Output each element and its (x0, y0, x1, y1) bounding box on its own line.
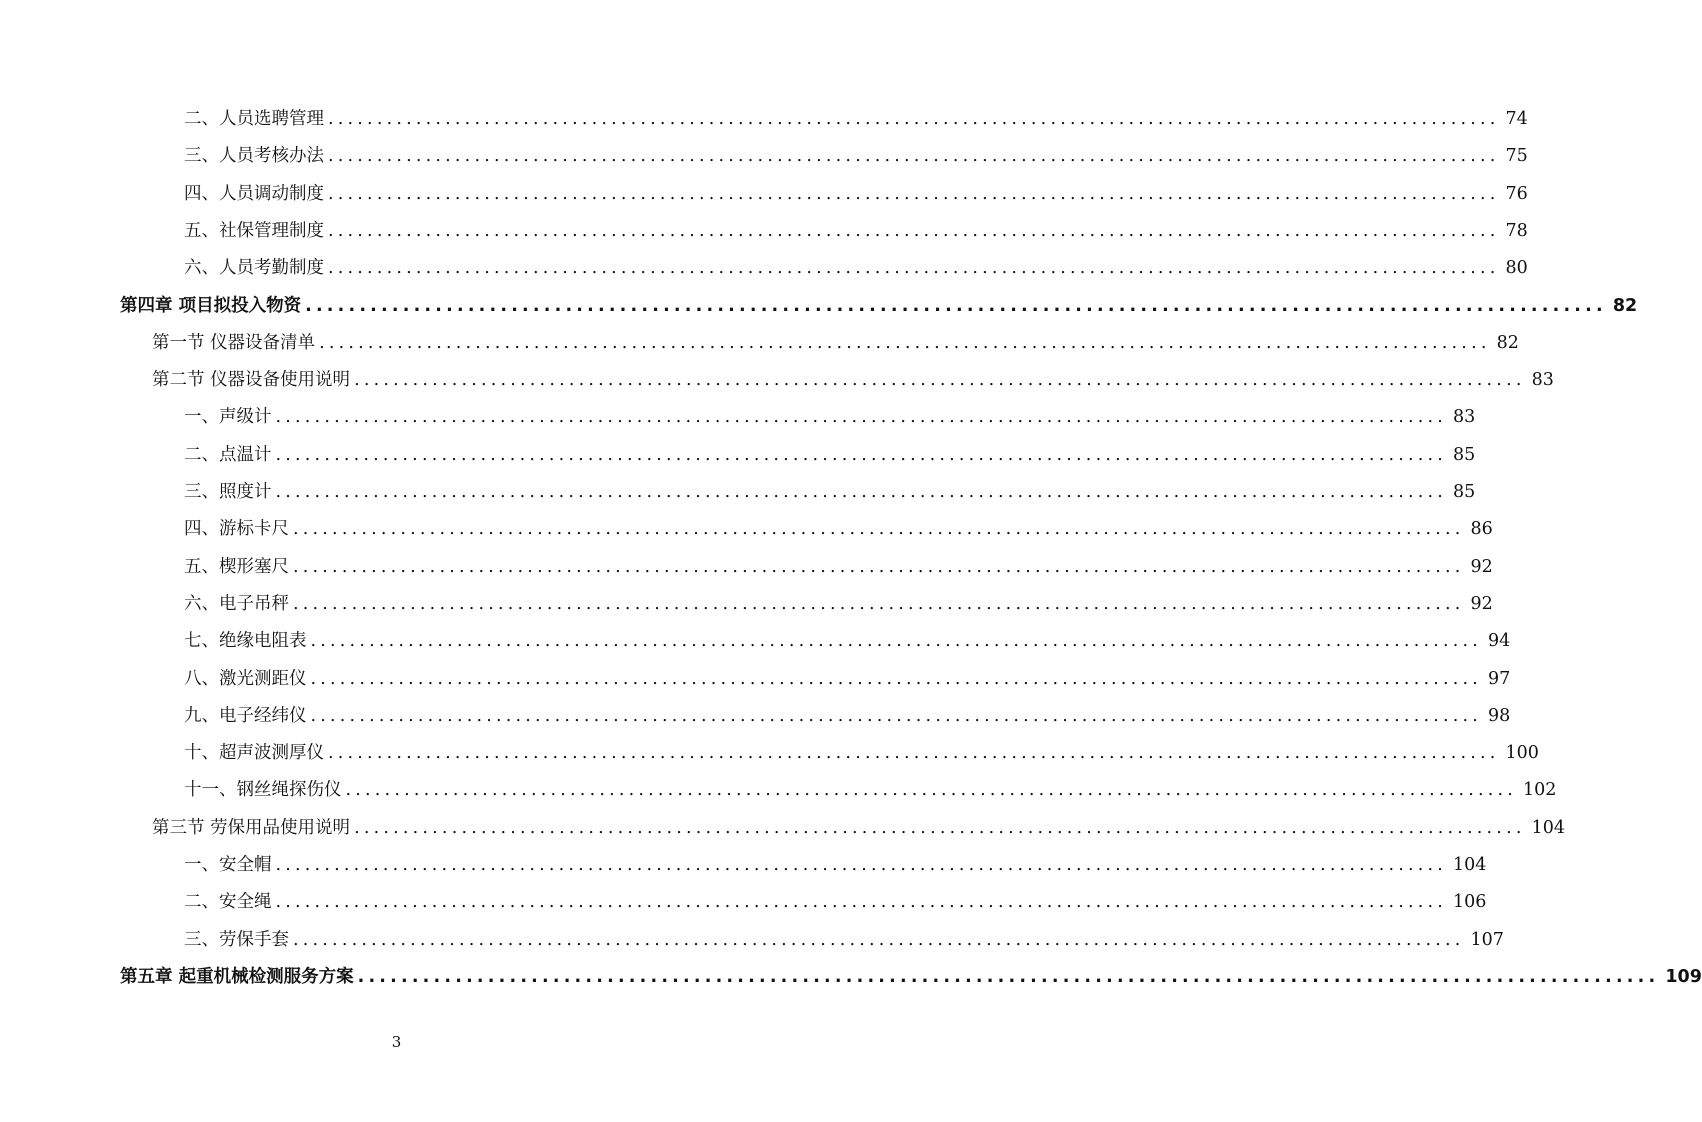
toc-entry-page: 102 (1523, 780, 1557, 801)
toc-dot-leader: ........................................................................................................................ (319, 332, 1491, 353)
toc-entry-title: 五、社保管理制度 (184, 220, 324, 241)
toc-dot-leader: ........................................................................................................................ (354, 817, 1526, 838)
toc-entry[interactable] (120, 963, 1702, 991)
toc-entry[interactable] (152, 814, 1565, 842)
toc-entry[interactable] (184, 851, 1487, 879)
toc-entry[interactable] (184, 515, 1493, 543)
toc-dot-leader: ........................................................................................................................ (354, 370, 1526, 391)
toc-entry[interactable] (184, 739, 1539, 767)
toc-entry-title: 二、人员选聘管理 (184, 109, 324, 129)
toc-entry-title: 七、绝缘电阻表 (184, 631, 307, 652)
toc-entry-page: 83 (1531, 370, 1554, 391)
toc-entry[interactable] (152, 366, 1554, 394)
toc-dot-leader: ........................................................................................................................ (328, 183, 1500, 204)
toc-entry-page: 85 (1453, 482, 1476, 502)
toc-entry-page: 78 (1505, 220, 1528, 241)
toc-dot-leader: ........................................................................................................................ (293, 556, 1465, 577)
toc-entry-page: 104 (1453, 855, 1487, 875)
toc-entry-title: 三、劳保手套 (184, 929, 289, 950)
toc-entry[interactable] (184, 441, 1476, 469)
toc-entry-page: 106 (1453, 892, 1487, 913)
toc-entry-page: 104 (1531, 817, 1565, 838)
toc-dot-leader: ........................................................................................................................ (275, 855, 1448, 875)
toc-entry-page: 76 (1505, 183, 1528, 204)
toc-entry-page: 86 (1470, 519, 1493, 540)
toc-entry-title: 六、人员考勤制度 (184, 258, 324, 279)
toc-entry[interactable] (184, 553, 1493, 581)
toc-entry-page: 97 (1488, 668, 1511, 689)
toc-entry-title: 十一、钢丝绳探伤仪 (184, 780, 342, 801)
toc-dot-leader: ........................................................................................................................ (310, 631, 1483, 652)
toc-entry-page: 94 (1488, 631, 1511, 652)
toc-entry[interactable] (184, 254, 1528, 282)
toc-dot-leader: ........................................................................................................................ (275, 444, 1448, 465)
toc-entry[interactable] (184, 478, 1476, 506)
toc-entry[interactable] (120, 292, 1638, 320)
toc-entry[interactable] (184, 926, 1504, 954)
toc-entry[interactable] (184, 590, 1493, 618)
toc-dot-leader: ........................................................................................................................ (328, 146, 1500, 167)
toc-entry[interactable] (184, 776, 1557, 804)
toc-entry-page: 92 (1470, 556, 1493, 577)
toc-entry-title: 第三节 劳保用品使用说明 (152, 817, 351, 838)
toc-entry-title: 一、声级计 (184, 407, 272, 428)
toc-entry-page: 75 (1505, 146, 1528, 167)
toc-entry[interactable] (184, 665, 1511, 693)
toc-entry-page: 109 (1665, 966, 1702, 987)
toc-entry[interactable] (184, 142, 1528, 170)
toc-entry-page: 107 (1470, 929, 1504, 950)
toc-entry-title: 一、安全帽 (184, 855, 272, 875)
toc-dot-leader: ........................................................................................................................ (328, 258, 1500, 279)
toc-dot-leader: ........................................................................................................................ (293, 593, 1465, 614)
toc-entry-title: 四、人员调动制度 (184, 183, 324, 204)
toc-entry-page: 82 (1612, 295, 1638, 316)
toc-entry-title: 六、电子吊秤 (184, 593, 289, 614)
toc-entry[interactable] (152, 329, 1519, 357)
toc-entry[interactable] (184, 403, 1476, 431)
toc-entry-title: 四、游标卡尺 (184, 519, 289, 540)
toc-entry-page: 74 (1505, 109, 1528, 129)
toc-dot-leader: ........................................................................................................................ (310, 705, 1483, 726)
toc-entry-title: 三、人员考核办法 (184, 146, 324, 167)
toc-dot-leader: ........................................................................................................................ (305, 295, 1607, 316)
toc-entry-title: 十、超声波测厚仪 (184, 743, 324, 764)
toc-entry[interactable] (184, 702, 1511, 730)
toc-entry[interactable] (184, 105, 1528, 133)
toc-entry[interactable] (184, 888, 1487, 916)
toc-entry-title: 二、安全绳 (184, 892, 272, 913)
toc-entry-title: 五、楔形塞尺 (184, 556, 289, 577)
toc-dot-leader: ........................................................................................................................ (328, 109, 1500, 129)
toc-entry[interactable] (184, 180, 1528, 208)
toc-dot-leader: ........................................................................................................................ (310, 668, 1483, 689)
toc-entry-title: 三、照度计 (184, 482, 272, 502)
toc-entry-title: 第四章 项目拟投入物资 (120, 295, 302, 316)
toc-dot-leader: ........................................................................................................................ (357, 966, 1660, 987)
toc-entry-page: 92 (1470, 593, 1493, 614)
toc-dot-leader: ........................................................................................................................ (275, 407, 1448, 428)
toc-dot-leader: ........................................................................................................................ (293, 929, 1465, 950)
toc-entry-page: 100 (1505, 743, 1539, 764)
toc-entry-page: 98 (1488, 705, 1511, 726)
toc-dot-leader: ........................................................................................................................ (275, 482, 1448, 502)
toc-entry[interactable] (184, 627, 1511, 655)
toc-entry-page: 80 (1505, 258, 1528, 279)
toc-entry-page: 83 (1453, 407, 1476, 428)
toc-entry-title: 第二节 仪器设备使用说明 (152, 370, 351, 391)
toc-entry-title: 八、激光测距仪 (184, 668, 307, 689)
toc-entry-title: 第一节 仪器设备清单 (152, 332, 316, 353)
toc-entry-title: 第五章 起重机械检测服务方案 (120, 966, 354, 987)
toc-dot-leader: ........................................................................................................................ (275, 892, 1448, 913)
toc-dot-leader: ........................................................................................................................ (345, 780, 1518, 801)
toc-dot-leader: ........................................................................................................................ (293, 519, 1465, 540)
toc-dot-leader: ........................................................................................................................ (328, 220, 1500, 241)
toc-entry[interactable] (184, 217, 1528, 245)
toc-entry-title: 二、点温计 (184, 444, 272, 465)
toc-entry-title: 九、电子经纬仪 (184, 705, 307, 726)
page-number: 3 (391, 1033, 402, 1051)
toc-dot-leader: ........................................................................................................................ (328, 743, 1500, 764)
toc-entry-page: 85 (1453, 444, 1476, 465)
toc-entry-page: 82 (1496, 332, 1519, 353)
